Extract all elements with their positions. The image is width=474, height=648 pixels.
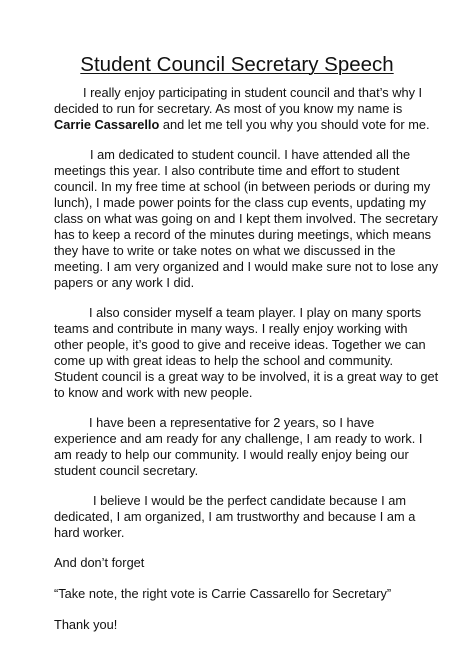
intro-text-end: and let me tell you why you should vote for me. — [159, 117, 430, 132]
speech-body — [54, 85, 440, 648]
paragraph-experience: I have been a representative for 2 years, so I have experience and am ready for any challenge, I am ready to work. I am ready to help our community. I would really enjoy being our student council secretary. — [54, 415, 423, 478]
campaign-slogan: “Take note, the right vote is Carrie Cassarello for Secretary” — [54, 586, 392, 601]
closing-line: And don’t forget — [54, 555, 145, 570]
paragraph-dedication: I am dedicated to student council. I have attended all the meetings this year. I also contribute time and effort to student council. In my free time at school (in between periods or during my lunch), I made power points for the class cup events, updating my class on what was going on and I kept them involved. The secretary has to keep a record of the minutes during meetings, which means they have to write or take notes on what we discussed in the meeting. I am very organized and I would make sure not to lose any papers or any work I did. — [54, 147, 439, 290]
paragraph-intro — [54, 85, 440, 133]
document-title: Student Council Secretary Speech — [80, 53, 394, 76]
paragraph-team-player: I also consider myself a team player. I play on many sports teams and contribute in many ways. I really enjoy working with other people, it’s good to give and receive ideas. Together we can come up with great ideas to help the school and community. Student council is a great way to be involved, it is a great way to get to know and work with new people. — [54, 305, 439, 400]
candidate-name: Carrie Cassarello — [54, 117, 160, 132]
thank-you-line: Thank you! — [54, 617, 118, 632]
intro-text-start: I really enjoy participating in student council and that’s why I decided to run for secretary. As most of you know my name is — [54, 85, 423, 116]
paragraph-candidate: I believe I would be the perfect candidate because I am dedicated, I am organized, I am trustworthy and because I am a hard worker. — [54, 493, 416, 540]
